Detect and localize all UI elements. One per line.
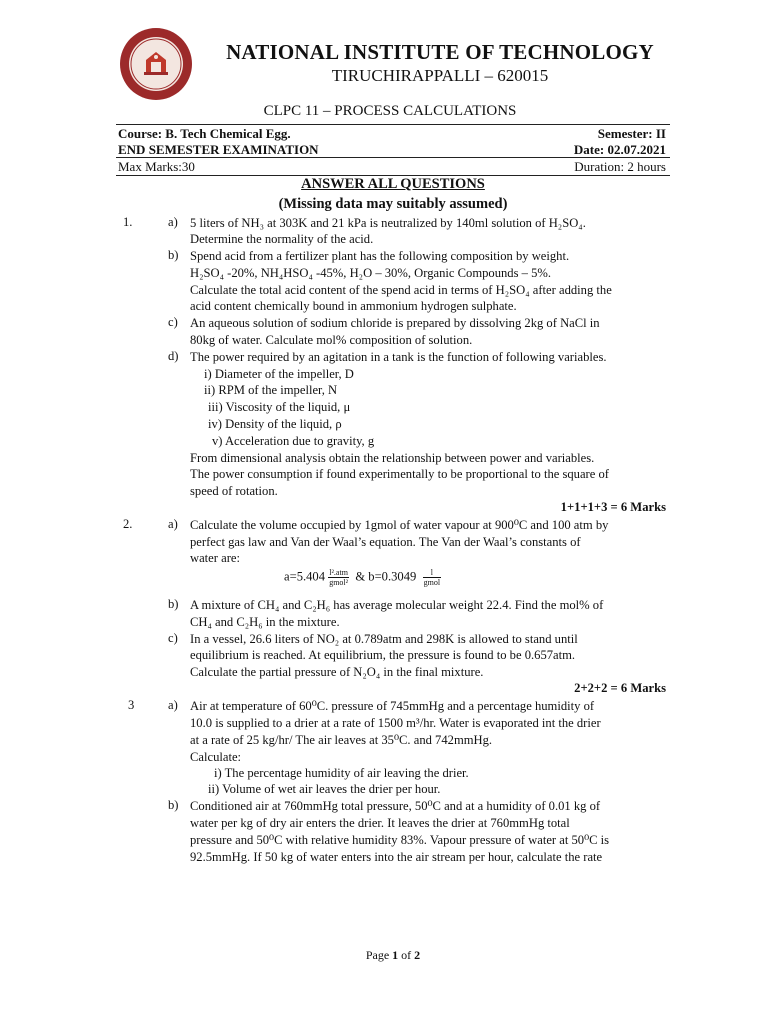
page-total: 2 — [414, 948, 421, 962]
q2b-label: b) — [168, 597, 179, 611]
q3a-line-5: i) The percentage humidity of air leaving the drier. — [214, 766, 469, 780]
q2c-line-3: Calculate the partial pressure of N₂O₄ in the final mixture. — [190, 665, 484, 679]
q1c-line-1: An aqueous solution of sodium chloride is prepared by dissolving 2kg of NaCl in — [190, 316, 600, 330]
q1b-line-3: Calculate the total acid content of the spend acid in terms of H₂SO₄ after adding the — [190, 283, 612, 297]
course-title: CLPC 11 – PROCESS CALCULATIONS — [263, 103, 517, 119]
q3a-line-2: 10.0 is supplied to a drier at a rate of 1500 m³/hr. Water is evaporated int the drier — [190, 716, 601, 730]
q2a-line-1: Calculate the volume occupied by 1gmol of water vapour at 900⁰C and 100 atm by — [190, 518, 609, 532]
question-2-number: 2. — [123, 517, 133, 531]
q1d-variable-item: iv) Density of the liquid, ρ — [208, 417, 342, 431]
q3b-line-4: 92.5mmHg. If 50 kg of water enters into the air stream per hour, calculate the rate — [190, 850, 603, 864]
max-marks: Max Marks:30 — [118, 159, 195, 174]
q3b-line-3: pressure and 50⁰C with relative humidity 83%. Vapour pressure of water at 50⁰C is — [190, 833, 610, 847]
q3a-line-6: ii) Volume of wet air leaves the drier per hour. — [208, 782, 441, 796]
exam-type: END SEMESTER EXAMINATION — [118, 142, 319, 157]
q3b-label: b) — [168, 798, 179, 812]
q1c-line-2: 80kg of water. Calculate mol% composition of solution. — [190, 333, 473, 347]
q1d-label: d) — [168, 349, 179, 363]
q1d-variable-item: ii) RPM of the impeller, N — [204, 383, 338, 397]
q2c-line-1: In a vessel, 26.6 liters of NO₂ at 0.789atm and 298K is allowed to stand until — [190, 632, 578, 646]
formula-a-value: a=5.404 — [284, 569, 326, 584]
q1a-line-1: 5 liters of NH₃ at 303K and 21 kPa is neutralized by 140ml solution of H₂SO₄. — [190, 216, 586, 230]
q3a-line-4: Calculate: — [190, 750, 242, 764]
q1d-line-3: The power consumption if found experimentally to be proportional to the square of — [190, 467, 609, 481]
exam-date: Date: 02.07.2021 — [573, 142, 666, 157]
q2a-label: a) — [168, 517, 178, 531]
q1-marks: 1+1+1+3 = 6 Marks — [560, 500, 666, 514]
q3b-line-1: Conditioned air at 760mmHg total pressure, 50⁰C and at a humidity of 0.01 kg of — [190, 799, 601, 813]
question-1-number: 1. — [123, 215, 133, 229]
missing-data-note: (Missing data may suitably assumed) — [278, 196, 508, 212]
formula-a-unit — [328, 568, 349, 587]
vdw-constants-formula — [284, 568, 441, 587]
q1d-variable-item: iii) Viscosity of the liquid, μ — [208, 400, 351, 414]
q2a-line-2: perfect gas law and Van der Waal’s equation. The Van der Waal’s constants of — [190, 535, 581, 549]
header-mid-rule — [116, 157, 670, 158]
institute-city: TIRUCHIRAPPALLI – 620015 — [331, 66, 549, 85]
q1b-line-2: H₂SO₄ -20%, NH₄HSO₄ -45%, H₂O – 30%, Organic Compounds – 5%. — [190, 266, 552, 280]
page-number: 1 — [392, 948, 399, 962]
q1a-label: a) — [168, 215, 178, 229]
q2b-line-1: A mixture of CH₄ and C₂H₆ has average molecular weight 22.4. Find the mol% of — [190, 598, 604, 612]
q1b-line-1: Spend acid from a fertilizer plant has the following composition by weight. — [190, 249, 570, 263]
q2-marks: 2+2+2 = 6 Marks — [574, 681, 666, 695]
q2a-line-3: water are: — [190, 551, 240, 565]
q1b-line-4: acid content chemically bound in ammonium hydrogen sulphate. — [190, 299, 517, 313]
q3a-label: a) — [168, 698, 178, 712]
page-indicator — [116, 948, 670, 963]
course-name: Course: B. Tech Chemical Egg. — [118, 126, 291, 141]
q1d-variable-item: i) Diameter of the impeller, D — [204, 367, 354, 381]
q2b-line-2: CH₄ and C₂H₆ in the mixture. — [190, 615, 340, 629]
page-prefix: Page — [365, 948, 393, 962]
q1c-label: c) — [168, 315, 178, 329]
q1d-line-4: speed of rotation. — [190, 484, 278, 498]
q3a-line-1: Air at temperature of 60⁰C. pressure of 745mmHg and a percentage humidity of — [190, 699, 595, 713]
duration: Duration: 2 hours — [574, 159, 666, 174]
q2c-label: c) — [168, 631, 178, 645]
institute-name: NATIONAL INSTITUTE OF TECHNOLOGY — [226, 40, 654, 64]
q1d-line-2: From dimensional analysis obtain the relationship between power and variables. — [190, 451, 595, 465]
formula-b-value: & b=0.3049 — [352, 569, 420, 584]
formula-a-unit-numerator: l².atm — [329, 568, 348, 577]
q2c-line-2: equilibrium is reached. At equilibrium, the pressure is found to be 0.657atm. — [190, 648, 576, 662]
formula-b-unit-numerator: l — [423, 568, 441, 578]
q3b-line-2: water per kg of dry air enters the drier. It leaves the drier at 760mmHg total — [190, 816, 570, 830]
q3a-line-3: at a rate of 25 kg/hr/ The air leaves at 35⁰C. and 742mmHg. — [190, 733, 493, 747]
question-3-number: 3 — [128, 698, 135, 712]
q1a-line-2: Determine the normality of the acid. — [190, 232, 374, 246]
formula-b-unit-denominator: gmol — [423, 578, 441, 587]
page-of: of — [398, 948, 415, 962]
formula-b-unit — [423, 568, 441, 587]
q1d-variable-item: v) Acceleration due to gravity, g — [212, 434, 375, 448]
formula-a-unit-denominator: gmol² — [329, 578, 349, 587]
q1b-label: b) — [168, 248, 179, 262]
semester: Semester: II — [597, 126, 666, 141]
header-top-rule — [116, 124, 670, 125]
answer-all-heading: ANSWER ALL QUESTIONS — [301, 176, 485, 192]
q1d-line-1: The power required by an agitation in a tank is the function of following variables. — [190, 350, 607, 364]
